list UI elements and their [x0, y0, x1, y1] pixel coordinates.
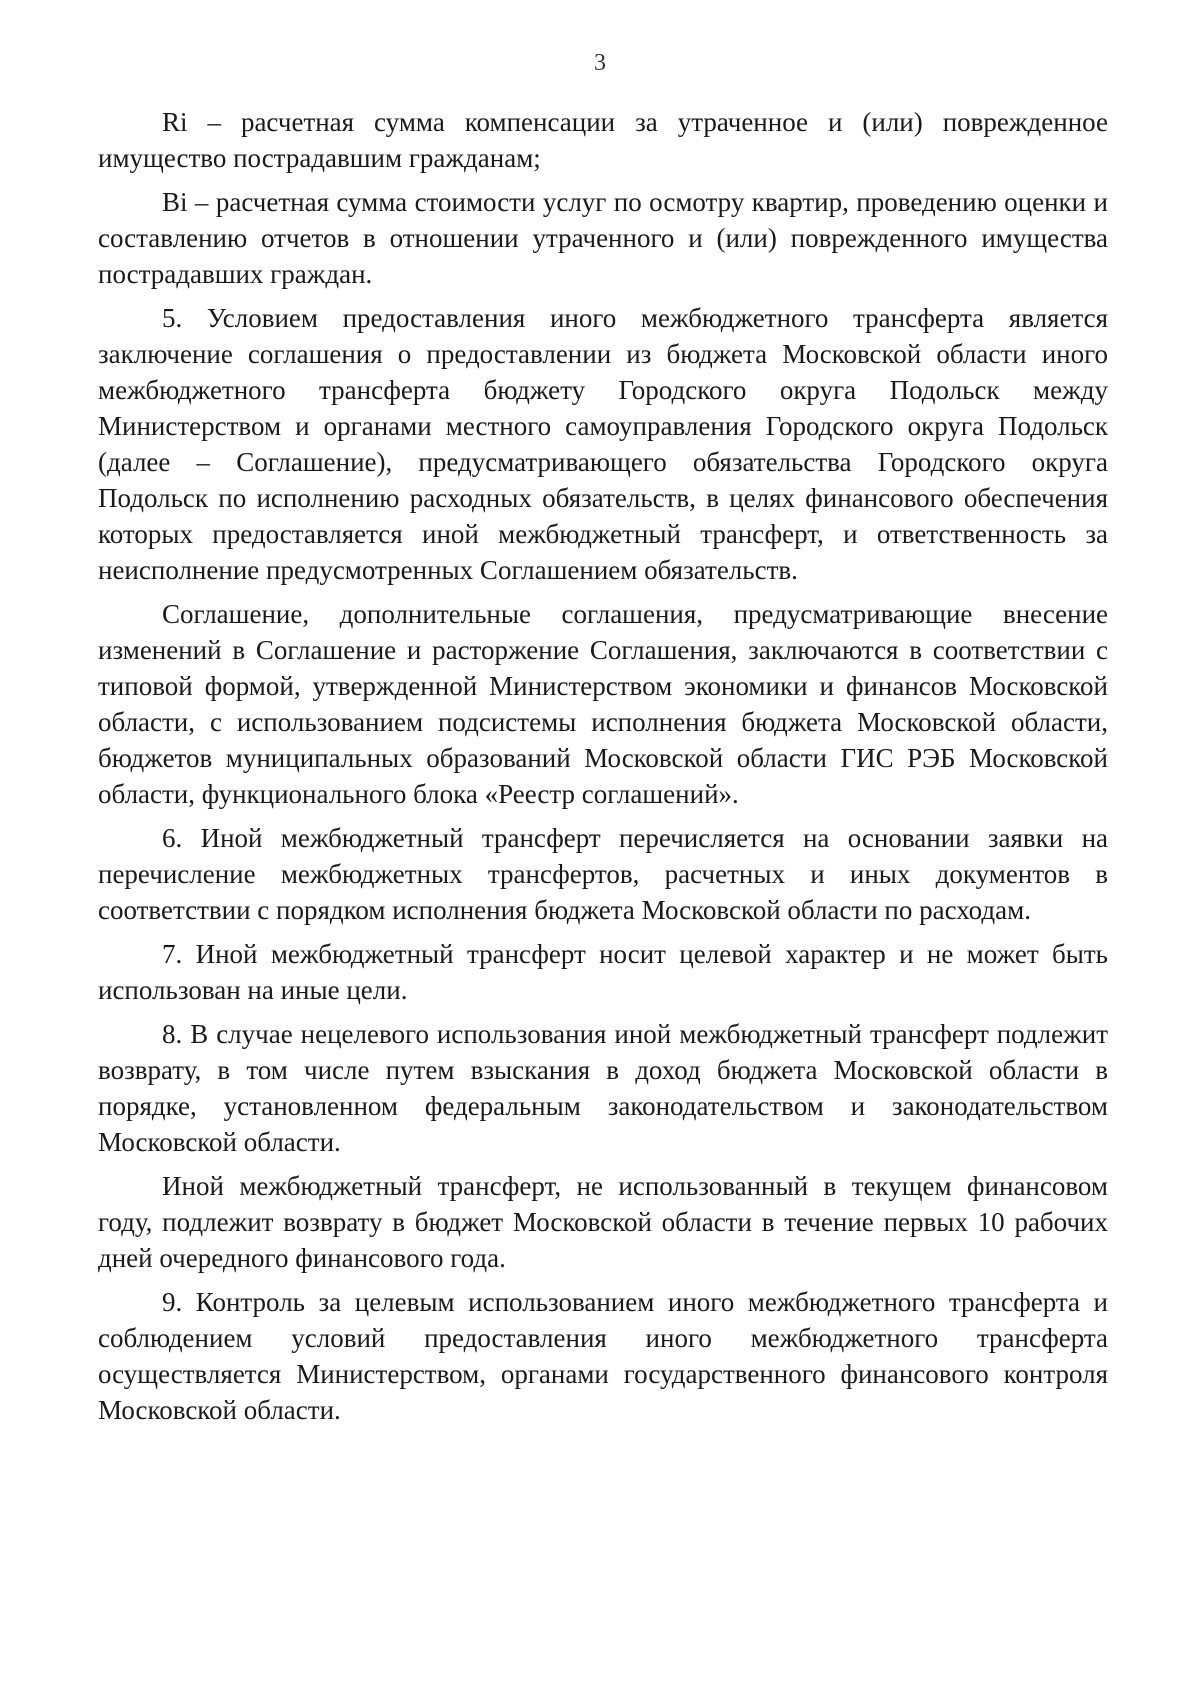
paragraph-clause-5: 5. Условием предоставления иного межбюджетного трансферта является заключение соглашения о предоставлении из бюджета Московской области иного межбюджетного трансферта бюджету Городского округа Подольск между Министерством и органами местного самоуправления Городского округа Подольск (далее – Соглашение), предусматривающего обязательства Городского округа Подольск по исполнению расходных обязательств, в целях финансового обеспечения которых предоставляется иной межбюджетный трансферт, и ответственность за неисполнение предусмотренных Соглашением обязательств.: [98, 303, 1108, 585]
paragraph-clause-7: 7. Иной межбюджетный трансферт носит целевой характер и не может быть использован на иные цели.: [98, 939, 1108, 1005]
paragraph-clause-6: 6. Иной межбюджетный трансферт перечисляется на основании заявки на перечисление межбюджетных трансфертов, расчетных и иных документов в соответствии с порядком исполнения бюджета Московской области по расходам.: [98, 823, 1108, 925]
paragraph-bi-definition: Bi – расчетная сумма стоимости услуг по осмотру квартир, проведению оценки и составлению отчетов в отношении утраченного и (или) поврежденного имущества пострадавших граждан.: [98, 187, 1108, 289]
paragraph-clause-8: 8. В случае нецелевого использования иной межбюджетный трансферт подлежит возврату, в том числе путем взыскания в доход бюджета Московской области в порядке, установленном федеральным законодательством и законодательством Московской области.: [98, 1019, 1108, 1157]
document-body: [98, 104, 1108, 1436]
page-number: 3: [594, 50, 606, 76]
paragraph-unused-transfer-return: Иной межбюджетный трансферт, не использованный в текущем финансовом году, подлежит возврату в бюджет Московской области в течение первых 10 рабочих дней очередного финансового года.: [98, 1171, 1108, 1273]
paragraph-clause-9: 9. Контроль за целевым использованием иного межбюджетного трансферта и соблюдением условий предоставления иного межбюджетного трансферта осуществляется Министерством, органами государственного финансового контроля Московской области.: [98, 1287, 1108, 1425]
paragraph-agreement-form: Соглашение, дополнительные соглашения, предусматривающие внесение изменений в Соглашение и расторжение Соглашения, заключаются в соответствии с типовой формой, утвержденной Министерством экономики и финансов Московской области, с использованием подсистемы исполнения бюджета Московской области, бюджетов муниципальных образований Московской области ГИС РЭБ Московской области, функционального блока «Реестр соглашений».: [98, 599, 1108, 809]
paragraph-ri-definition: Ri – расчетная сумма компенсации за утраченное и (или) поврежденное имущество пострадавшим гражданам;: [98, 107, 1108, 173]
